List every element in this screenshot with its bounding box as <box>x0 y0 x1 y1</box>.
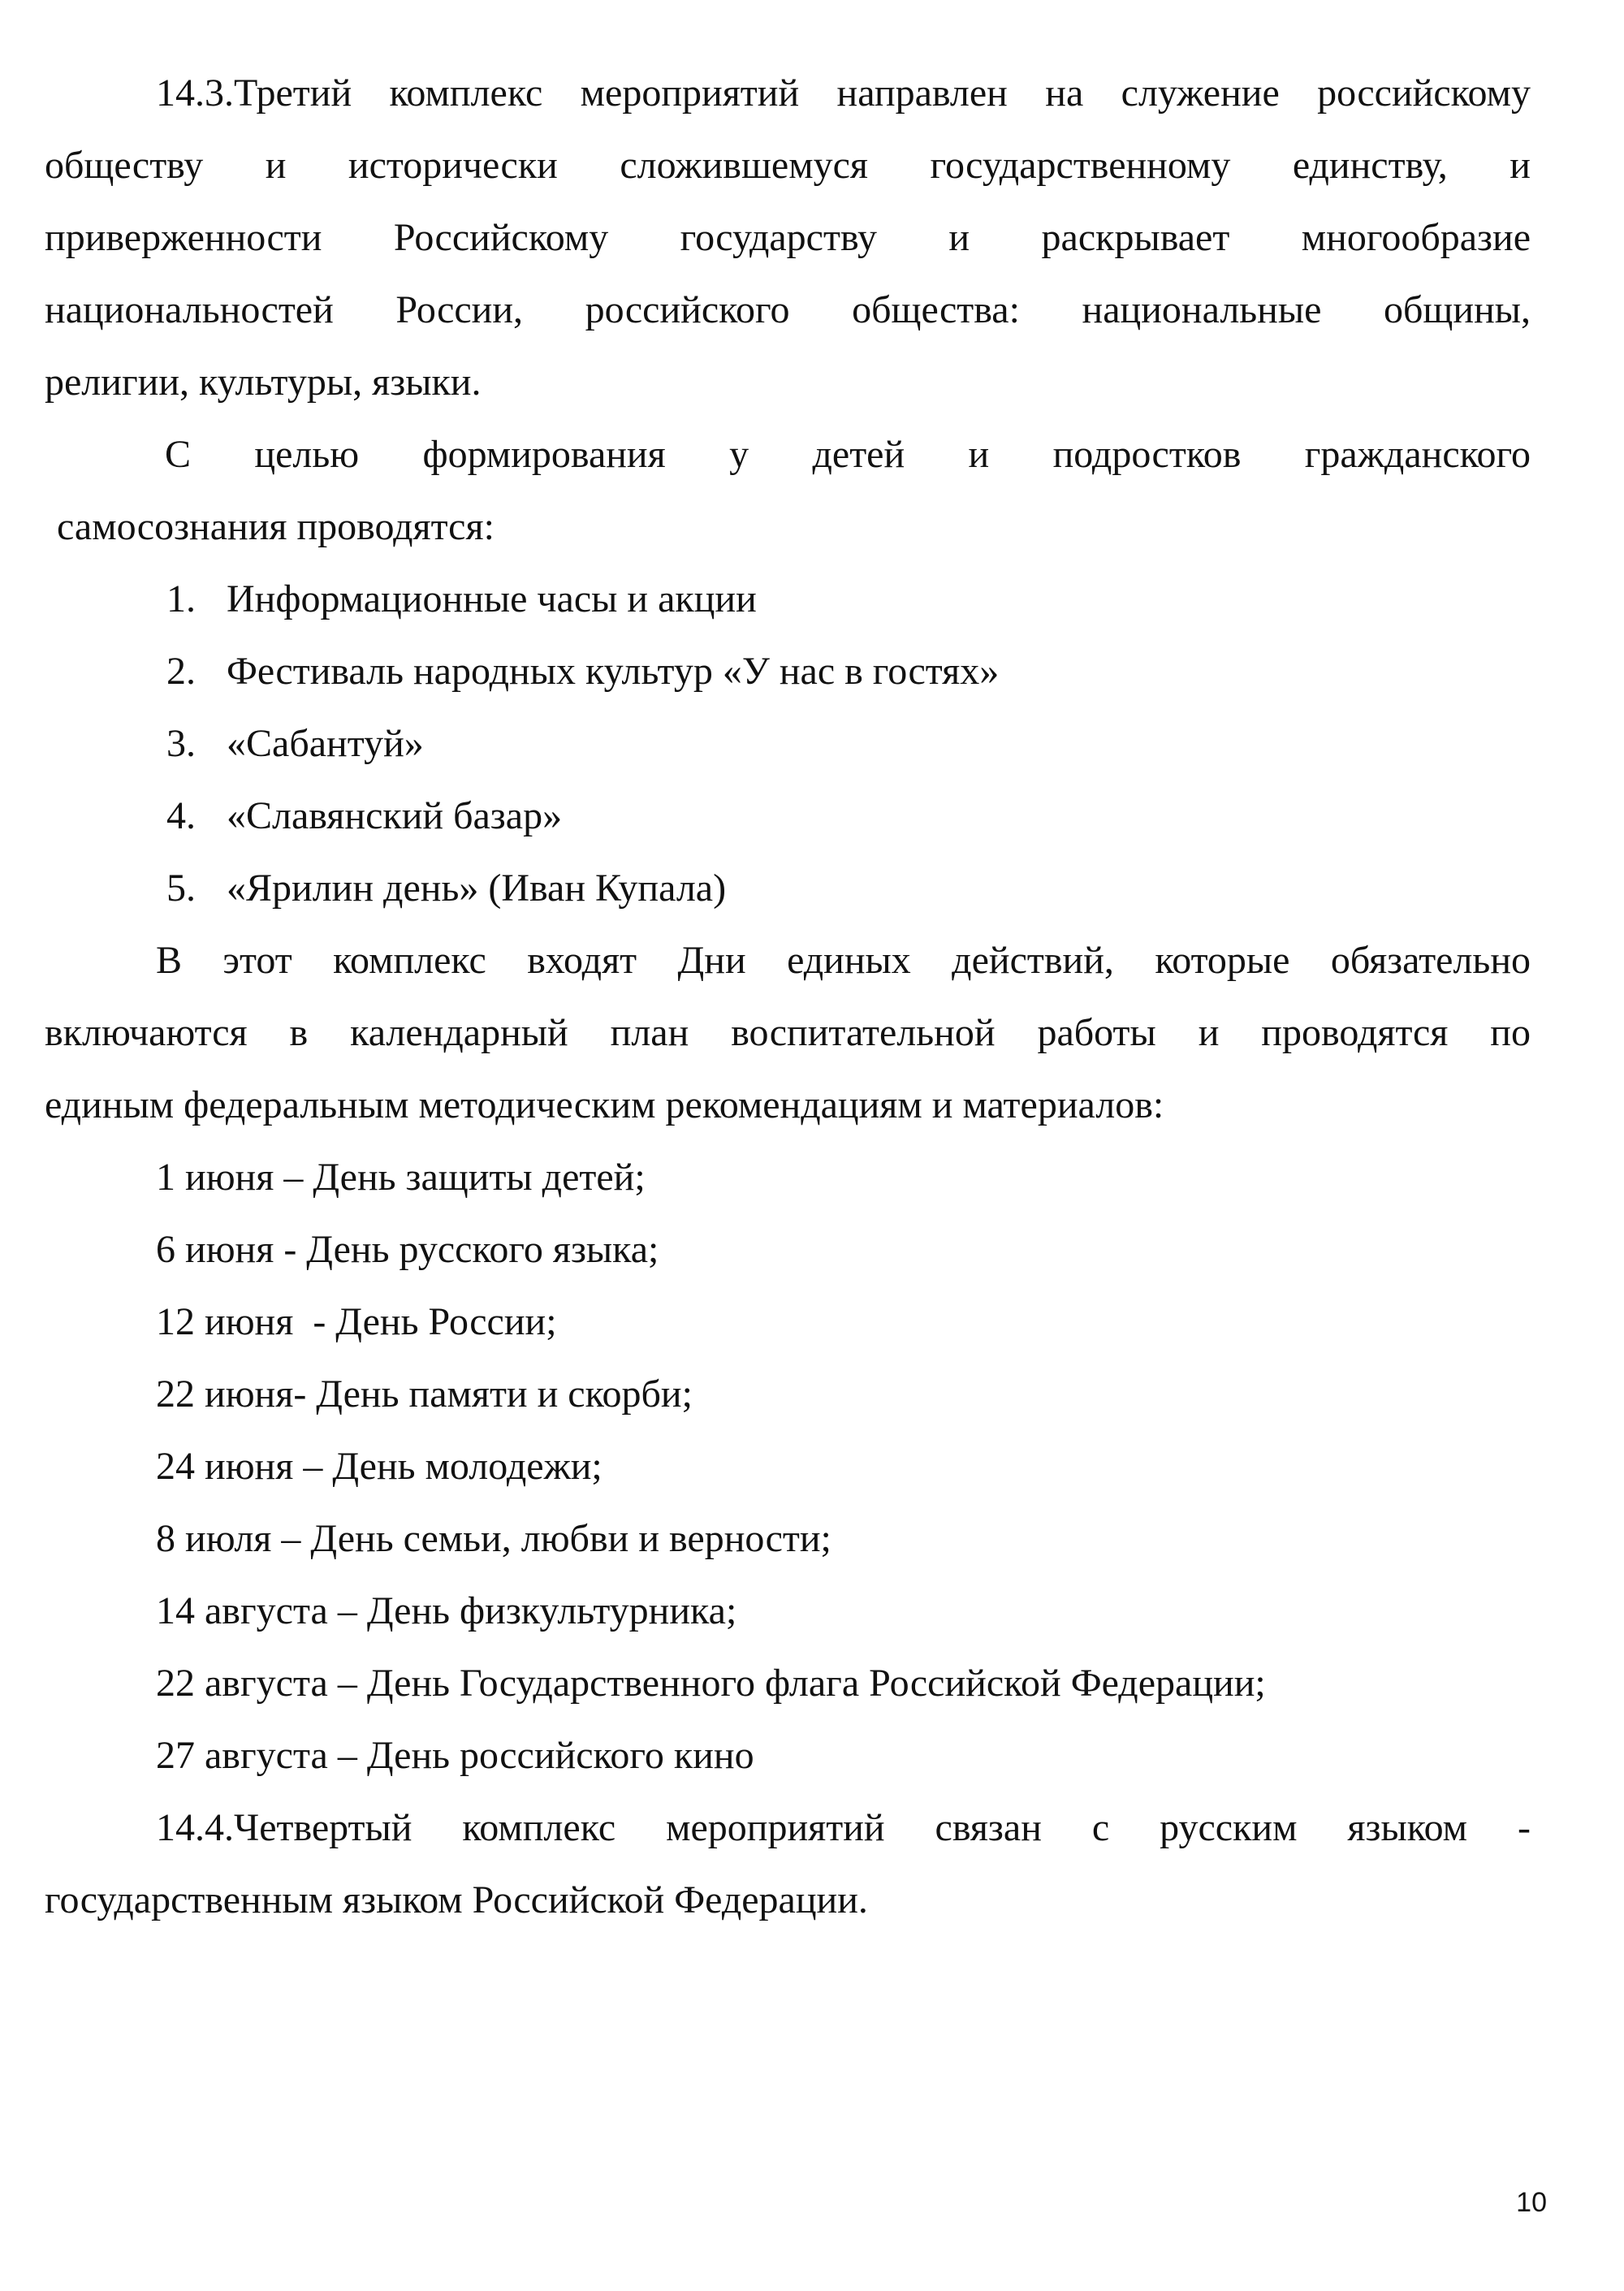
date-item: 1 июня – День защиты детей; <box>156 1156 646 1199</box>
text-line: С целью формирования у детей и подростков гражданского <box>165 433 1531 476</box>
date-item: 22 июня- День памяти и скорби; <box>156 1372 693 1416</box>
list-item-number: 5. <box>166 867 196 910</box>
text-line: 14.3.Третий комплекс мероприятий направлен на служение российскому <box>156 71 1531 115</box>
text-line: государственным языком Российской Федерации. <box>45 1878 868 1921</box>
page-number: 10 <box>1516 2187 1547 2218</box>
list-item-text: «Сабантуй» <box>227 722 424 765</box>
list-item-number: 2. <box>166 650 196 693</box>
list-item-text: Информационные часы и акции <box>227 577 757 620</box>
text-line: 14.4.Четвертый комплекс мероприятий связан с русским языком - <box>156 1806 1531 1849</box>
date-item: 8 июля – День семьи, любви и верности; <box>156 1517 831 1560</box>
date-item: 27 августа – День российского кино <box>156 1734 754 1777</box>
date-item: 22 августа – День Государственного флага Российской Федерации; <box>156 1662 1266 1705</box>
list-item-text: «Ярилин день» (Иван Купала) <box>227 867 727 910</box>
date-item: 24 июня – День молодежи; <box>156 1445 603 1488</box>
date-item: 12 июня - День России; <box>156 1300 557 1343</box>
text-line: В этот комплекс входят Дни единых действий, которые обязательно <box>156 939 1531 982</box>
text-line: обществу и исторически сложившемуся государственному единству, и <box>45 144 1531 187</box>
text-line: приверженности Российскому государству и раскрывает многообразие <box>45 216 1531 259</box>
list-item-number: 4. <box>166 794 196 837</box>
text-line: включаются в календарный план воспитательной работы и проводятся по <box>45 1011 1531 1054</box>
text-line: национальностей России, российского общества: национальные общины, <box>45 288 1531 331</box>
list-item-number: 3. <box>166 722 196 765</box>
list-item-text: «Славянский базар» <box>227 794 563 837</box>
text-line: самосознания проводятся: <box>57 505 495 548</box>
list-item-number: 1. <box>166 577 196 620</box>
date-item: 14 августа – День физкультурника; <box>156 1589 737 1632</box>
list-item-text: Фестиваль народных культур «У нас в гостях» <box>227 650 1000 693</box>
text-line: религии, культуры, языки. <box>45 361 482 404</box>
text-line: единым федеральным методическим рекомендациям и материалов: <box>45 1083 1164 1126</box>
date-item: 6 июня - День русского языка; <box>156 1228 659 1271</box>
